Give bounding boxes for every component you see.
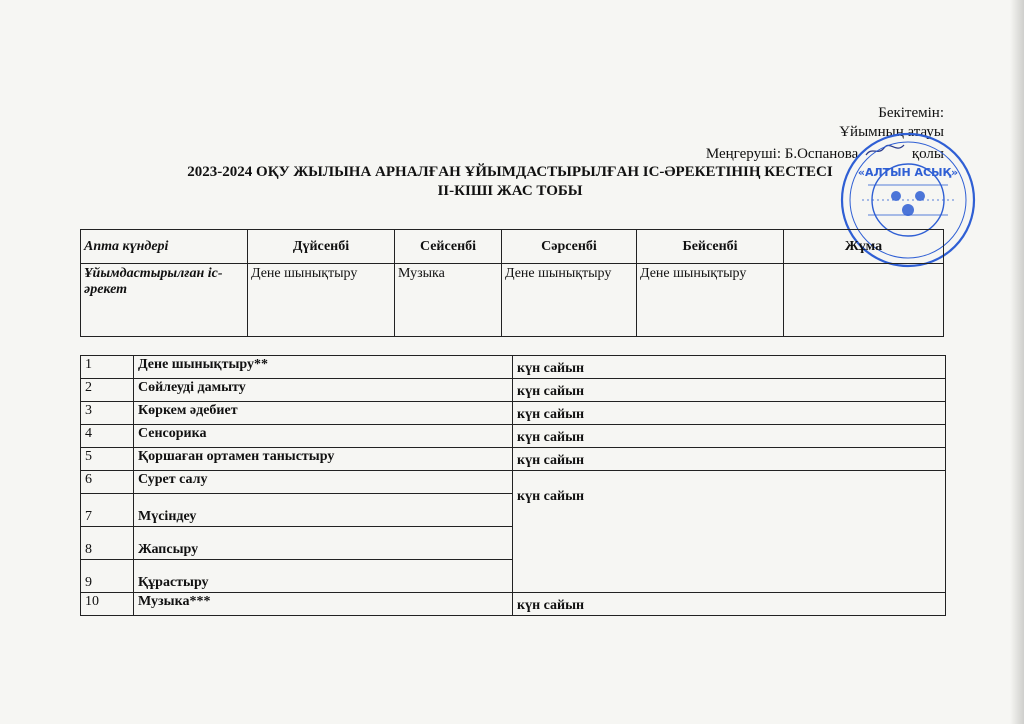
subject-name: Мүсіндеу [134,494,513,527]
table-row [81,356,946,379]
subject-frequency: күн сайын [513,379,946,402]
thursday-activity: Дене шынықтыру [637,264,784,337]
table-row [81,379,946,402]
stamp-name: «АЛТЫН АСЫҚ» [857,166,959,179]
group-title: ІІ-КІШІ ЖАС ТОБЫ [437,183,583,199]
table-row [81,593,946,616]
row-number: 5 [81,448,134,471]
header-monday: Дүйсенбі [248,230,395,264]
row-number: 2 [81,379,134,402]
signature-label: қолы [911,146,944,162]
header-friday: Жұма [784,230,944,264]
page-edge-shadow [1010,0,1024,724]
subject-frequency: күн сайын [513,425,946,448]
subject-name: Қоршаған ортамен таныстыру [134,448,513,471]
subject-frequency: күн сайын [513,356,946,379]
tuesday-activity: Музыка [395,264,502,337]
schedule-header-row [81,230,944,264]
header-thursday: Бейсенбі [637,230,784,264]
subject-frequency: күн сайын [513,471,946,593]
subject-name: Жапсыру [134,527,513,560]
header-weekdays: Апта күндері [81,230,248,264]
subject-name: Сурет салу [134,471,513,494]
schedule-title: 2023-2024 ОҚУ ЖЫЛЫНА АРНАЛҒАН ҰЙЫМДАСТЫРЫЛҒАН ІС-ӘРЕКЕТІНІҢ КЕСТЕСІ [187,164,833,180]
table-row [81,425,946,448]
row-number: 9 [81,560,134,593]
schedule-activity-row [81,264,944,337]
table-row [81,448,946,471]
weekly-schedule-table [80,229,944,337]
organization-name: Ұйымның атауы [839,124,944,140]
table-row [81,402,946,425]
subject-frequency: күн сайын [513,402,946,425]
row-number: 1 [81,356,134,379]
approval-line: Бекітемін: [878,105,944,121]
activity-row-label: Ұйымдастырылған іс-әрекет [81,264,248,337]
subject-name: Сөйлеуді дамыту [134,379,513,402]
subject-name: Құрастыру [134,560,513,593]
row-number: 8 [81,527,134,560]
row-number: 3 [81,402,134,425]
wednesday-activity: Дене шынықтыру [502,264,637,337]
monday-activity: Дене шынықтыру [248,264,395,337]
subjects-table [80,355,946,616]
table-row [81,471,946,494]
subject-name: Музыка*** [134,593,513,616]
row-number: 6 [81,471,134,494]
row-number: 4 [81,425,134,448]
subject-name: Дене шынықтыру** [134,356,513,379]
header-wednesday: Сәрсенбі [502,230,637,264]
subject-name: Сенсорика [134,425,513,448]
subject-name: Көркем әдебиет [134,402,513,425]
manager-name: Меңгеруші: Б.Оспанова [705,146,859,162]
document-title [70,163,950,201]
row-number: 10 [81,593,134,616]
subject-frequency: күн сайын [513,448,946,471]
header-tuesday: Сейсенбі [395,230,502,264]
row-number: 7 [81,494,134,527]
friday-activity [784,264,944,337]
subject-frequency: күн сайын [513,593,946,616]
